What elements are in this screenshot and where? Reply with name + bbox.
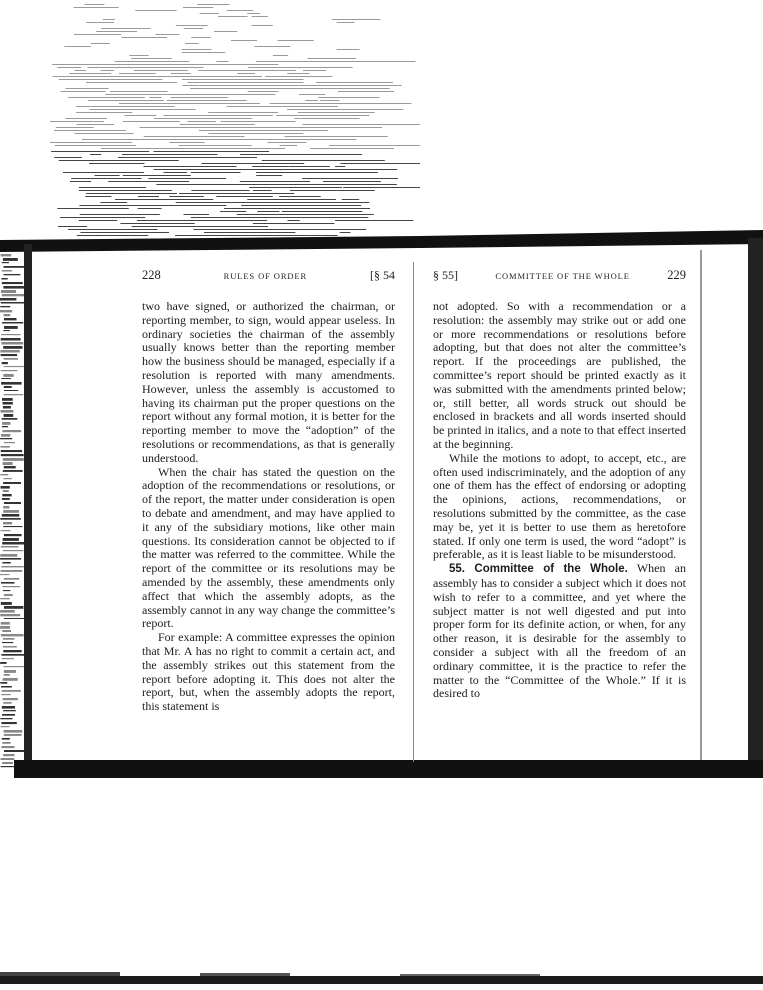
right-running-head — [433, 268, 686, 288]
scan-noise-bottom — [0, 968, 763, 990]
body-paragraph: While the motions to adopt, to accept, etc., are often used indiscriminately, and the adoption of any one of them has the effect of endorsing or adopting the opinions, actions, recommendations, or resolutions submitted by the committee, as the case may be, yet it is better to use them as heretofore stated. If only one term is used, the word “adopt” is preferable, as it is least liable to be misunderstood. — [433, 450, 686, 562]
running-title-right: COMMITTEE OF THE WHOLE — [495, 271, 630, 281]
section-paragraph — [433, 562, 686, 701]
body-paragraph: When the chair has stated the question on the adoption of the recommendations or resolutions, or of the report, the matter under consideration is open to debate and amendment, and may have applied to it any of the subsidiary motions, like other main questions. Its consideration cannot be objected to if the matter was referred to the committee. While the report of the committee or its resolutions may be amended by the assembly, these amendments only affect that which the assembly adopts, as the assembly cannot in any way change the committee’s report. — [142, 464, 395, 631]
scan-border-bottom — [14, 760, 763, 778]
section-mark-left: [§ 54 — [369, 268, 395, 282]
section-body: When an assembly has to consider a subject which it does not wish to refer to a committee, and yet where the subject matter is not well digested and put into proper form for its definite action, or when, for any other reason, it is desirable for the assembly to consider a subject with all the freedom of an ordinary committee, it is the practice to refer the matter to the “Committee of the Whole.” If it is desired to — [433, 561, 686, 701]
section-mark-right: § 55] — [433, 268, 458, 282]
left-page — [142, 268, 395, 714]
body-paragraph: not adopted. So with a recommendation or a resolution: the assembly may strike out or add one or more recommendations or resolutions before adopting, but that does not alter the committee’s report. If the proceedings are published, the committee’s report should be printed exactly as it was submitted with the amendments printed below; or, still better, all words struck out should be enclosed in brackets and all words inserted should be printed in italics, and a note to that effect inserted at the beginning. — [433, 299, 686, 451]
running-title-left: RULES OF ORDER — [223, 271, 308, 281]
scan-noise-artifact — [50, 0, 420, 240]
book-binding-edge — [0, 240, 40, 780]
right-page — [433, 268, 686, 701]
book-gutter — [413, 262, 414, 762]
left-running-head — [142, 268, 395, 288]
scan-border-right — [748, 238, 763, 766]
body-paragraph: two have signed, or authorized the chairman, or reporting member, to sign, would appear useless. In ordinary societies the chairman of the assembly usually knows better than the reporting member how the business should be managed, especially if a resolution is reported with many amendments. However, unless the assembly is accustomed to having its chairman put the proper questions on the report without any formal motion, it is better for the reporting member to move the “adoption” of the resolutions or recommendations, as that is generally understood. — [142, 299, 395, 465]
page-number-left: 228 — [142, 268, 161, 282]
page-number-right: 229 — [667, 268, 686, 282]
page-edge-right — [700, 250, 702, 760]
scan-border-top — [0, 228, 763, 252]
scan-border-left — [24, 244, 32, 774]
section-heading: 55. Committee of the Whole. — [449, 563, 628, 576]
body-paragraph: For example: A committee expresses the opinion that Mr. A has no right to commit a certain act, and the assembly strikes out this statement from the report before adopting it. This does not alter the report, but, when the assembly adopts the report, this statement is — [142, 630, 395, 714]
